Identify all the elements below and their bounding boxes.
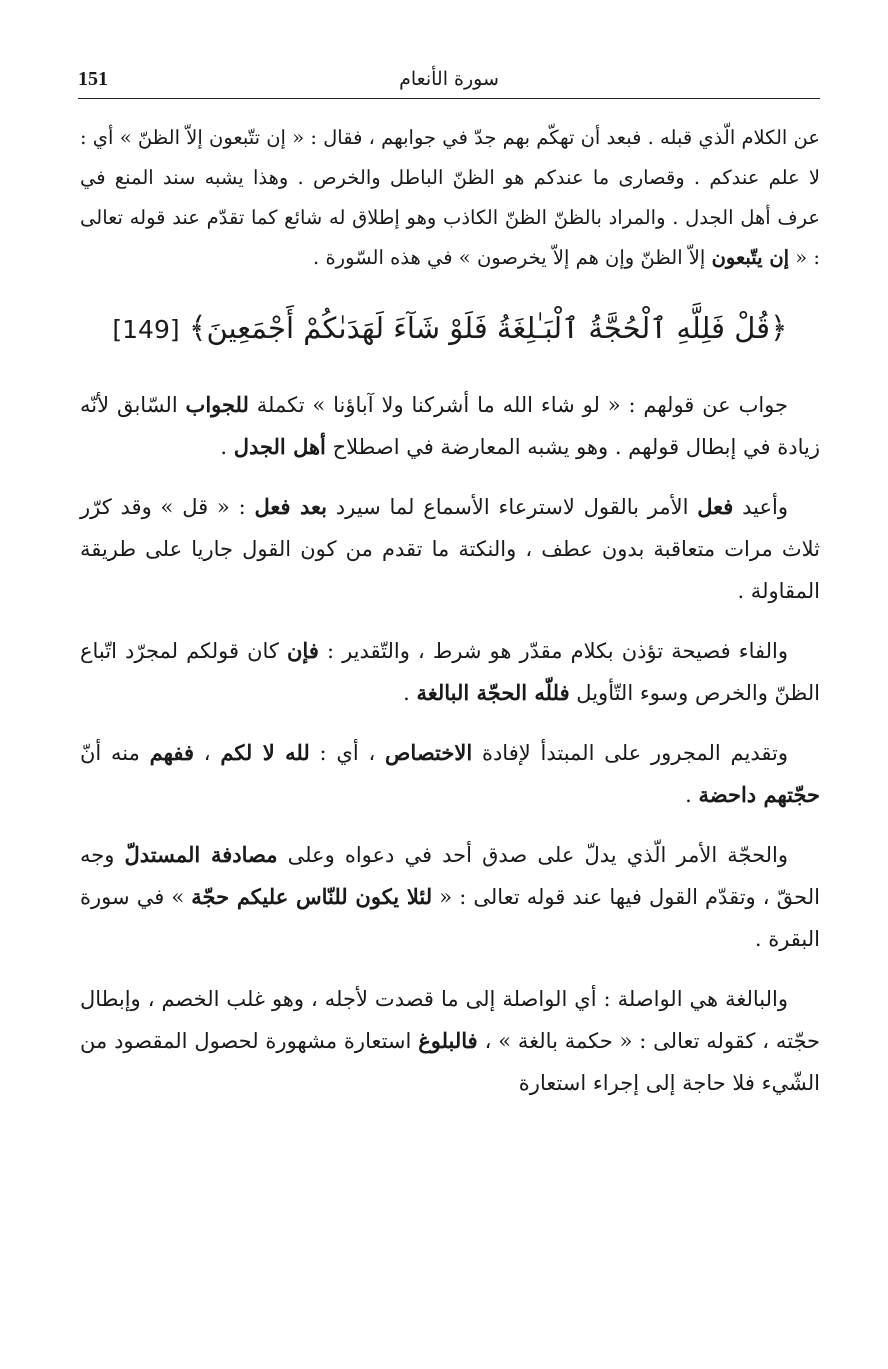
bold-text-segment: الاختصاص: [385, 740, 473, 765]
text-segment: والحجّة الأمر الّذي يدلّ على صدق أحد في دعواه وعلى: [277, 843, 789, 867]
paragraph: [80, 732, 820, 816]
paragraph: [80, 978, 820, 1104]
quran-verse: [80, 300, 820, 358]
text-segment: كان قولكم لمجرّد اتّباع الظنّ والخرص وسوء التّأويل: [80, 639, 820, 705]
text-segment: جواب عن قولهم : « لو شاء الله ما أشركنا ولا آباؤنا » تكملة: [248, 393, 789, 417]
text-segment: » في سورة البقرة .: [80, 885, 820, 951]
verse-close-bracket: ﴾: [188, 311, 207, 346]
text-segment: ،: [194, 741, 221, 765]
text-segment: وتقديم المجرور على المبتدأ لإفادة: [472, 741, 788, 765]
running-head: سورة الأنعام: [399, 68, 499, 90]
text-segment: وأعيد: [733, 495, 788, 519]
paragraph: [80, 486, 820, 612]
text-segment: .: [220, 435, 234, 459]
text-segment: ، أي :: [309, 741, 386, 765]
text-segment: .: [403, 681, 417, 705]
bold-text-segment: إن يتّبعون: [711, 246, 790, 269]
page-header: [78, 66, 820, 99]
bold-text-segment: أهل الجدل: [233, 434, 326, 459]
page-content: [80, 118, 820, 1122]
text-segment: السّابق لأنّه زيادة في إبطال قولهم . وهو يشبه المعارضة في اصطلاح: [80, 393, 820, 459]
bold-text-segment: فالبلوغ: [418, 1028, 478, 1053]
text-segment: الأمر بالقول لاسترعاء الأسماع لما سيرد: [327, 495, 698, 519]
verse-text: قُلْ فَلِلَّهِ ٱلْحُجَّةُ ٱلْبَـٰلِغَةُ فَلَوْ شَآءَ لَهَدَىٰكُمْ أَجْمَعِينَ: [206, 311, 771, 345]
bold-text-segment: لله لا لكم: [220, 740, 310, 765]
bold-text-segment: حجّتهم داحضة: [698, 782, 820, 807]
bold-text-segment: ففهم: [149, 740, 194, 765]
text-segment: استعارة مشهورة لحصول المقصود من الشّيء فلا حاجة إلى إجراء استعارة: [80, 1029, 820, 1095]
bold-text-segment: للجواب: [185, 392, 249, 417]
bold-text-segment: لئلا يكون للنّاس عليكم حجّة: [191, 884, 433, 909]
verse-number: [149]: [112, 315, 180, 344]
paragraph: [80, 834, 820, 960]
text-segment: والفاء فصيحة تؤذن بكلام مقدّر هو شرط ، والتّقدير :: [318, 639, 789, 663]
verse-open-bracket: ﴿: [770, 311, 788, 346]
text-segment: : « قل » وقد كرّر ثلاث مرات متعاقبة بدون عطف ، والنكتة ما تقدم من كون القول جاريا على طريقة المقاولة .: [80, 495, 820, 603]
bold-text-segment: مصادفة المستدلّ: [124, 842, 278, 867]
bold-text-segment: فللّه الحجّة البالغة: [416, 680, 570, 705]
paragraph-continued: [80, 118, 820, 278]
text-segment: منه أنّ: [80, 741, 150, 765]
bold-text-segment: فعل: [697, 494, 734, 519]
text-segment: إلاّ الظنّ وإن هم إلاّ يخرصون » في هذه السّورة .: [313, 246, 712, 269]
text-segment: عن الكلام الّذي قبله . فبعد أن تهكّم بهم جدّ في جوابهم ، فقال : « إن تتّبعون إلاّ الظنّ » أي : لا علم عندكم . وقصارى ما عندكم هو الظنّ الباطل والخرص . وهذا يشبه سند المنع في عرف أهل الجدل . والمراد بالظنّ الظنّ الكاذب وهو إطلاق له شائع كما تقدّم عند قوله تعالى : «: [80, 126, 820, 269]
text-segment: .: [685, 783, 699, 807]
text-segment: والبالغة هي الواصلة : أي الواصلة إلى ما قصدت لأجله ، وهو غلب الخصم ، وإبطال حجّته ، كقوله تعالى : « حكمة بالغة » ،: [80, 987, 821, 1053]
text-segment: وجه الحقّ ، وتقدّم القول فيها عند قوله تعالى : «: [80, 843, 820, 909]
paragraph: [80, 384, 820, 468]
paragraph: [80, 630, 820, 714]
bold-text-segment: بعد فعل: [254, 494, 327, 519]
page-number: 151: [78, 68, 108, 90]
bold-text-segment: فإن: [287, 638, 319, 663]
